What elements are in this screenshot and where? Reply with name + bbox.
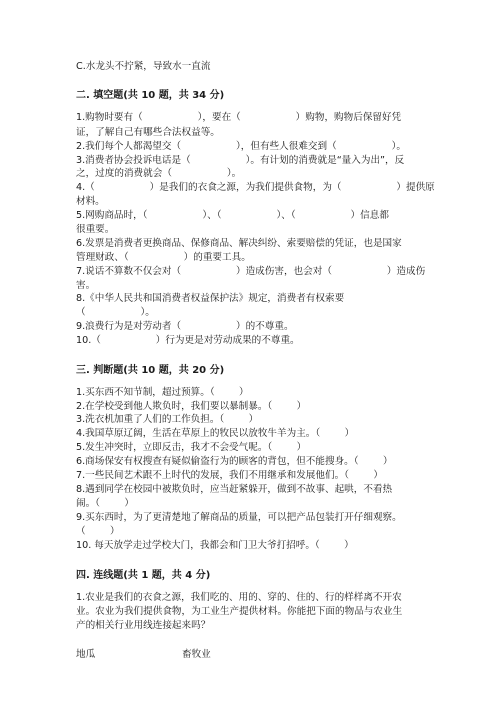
fill-blank-line: （ ）。: [76, 307, 155, 318]
true-false-line: 2.在学校受到他人欺负时，我们要以暴制暴。（ ）: [76, 401, 307, 412]
section-3-heading: 三. 判断题(共 10 题，共 20 分): [76, 365, 225, 376]
section-4-heading: 四. 连线题(共 1 题，共 4 分): [76, 570, 211, 581]
true-false-line: 9.买东西时，为了更清楚地了解商品的质量，可以把产品包装打开仔细观察。: [76, 512, 402, 523]
fill-blank-line: 证，了解自己有哪些合法权益等。: [76, 127, 220, 138]
fill-blank-line: 之，过度的消费就会（ ）。: [76, 168, 242, 179]
fill-blank-line: 8.《中华人民共和国消费者权益保护法》规定，消费者有权索要: [76, 293, 345, 304]
fill-blank-line: 很重要。: [76, 224, 115, 235]
true-false-line: （ ）: [76, 526, 120, 537]
true-false-line: 4.我国草原辽阔，生活在草原上的牧民以放牧牛羊为主。（ ）: [76, 428, 355, 439]
fill-blank-line: 害。: [76, 280, 96, 291]
fill-blank-line: 10.（ ）行为更是对劳动成果的不尊重。: [76, 335, 300, 346]
fill-blank-line: 5.网购商品时，（ ）、（ ）、（ ）信息都: [76, 210, 389, 221]
true-false-line: 5.发生冲突时，立即反击，我才不会受气呢。（ ）: [76, 442, 307, 453]
fill-blank-line: 6.发票是消费者更换商品、保修商品、解决纠纷、索要赔偿的凭证，也是国家: [76, 238, 402, 249]
true-false-line: 1.买东西不知节制，超过预算。（ ）: [76, 387, 249, 398]
fill-blank-line: 管理财政、（ ）的重要工具。: [76, 252, 251, 263]
section-2-heading: 二. 填空题(共 10 题，共 34 分): [76, 90, 225, 101]
true-false-line: 3.洗衣机加重了人们的工作负担。（ ）: [76, 414, 259, 425]
true-false-line: 6.商场保安有权搜查有疑似偷盗行为的顾客的背包，但不能搜身。（ ）: [76, 456, 393, 467]
option-c-text: C.水龙头不拧紧，导致水一直流: [76, 61, 211, 72]
match-left-item: 地瓜: [76, 649, 96, 660]
fill-blank-line: 2.我们每个人都渴望交（ ），但有些人很难交到（ ）。: [76, 141, 406, 152]
fill-blank-line: 1.购物时要有（ ），要在（ ）购物，购物后保留好凭: [76, 112, 402, 123]
true-false-line: 7.一些民间艺术跟不上时代的发展，我们不用继承和发展他们。（ ）: [76, 470, 383, 481]
fill-blank-line: 材料。: [76, 196, 105, 207]
fill-blank-line: 4.（ ）是我们的衣食之源，为我们提供食物，为（ ）提供原: [76, 182, 435, 193]
true-false-line: 10. 每天放学走过学校大门，我都会和门卫大爷打招呼。（ ）: [76, 540, 354, 551]
matching-question-line: 1.农业是我们的衣食之源，我们吃的、用的、穿的、住的、行的样样离不开农: [76, 592, 402, 603]
fill-blank-line: 7.说话不算数不仅会对（ ）造成伤害，也会对（ ）造成伤: [76, 266, 426, 277]
matching-question-line: 业。农业为我们提供食物，为工业生产提供材料。你能把下面的物品与农业生: [76, 606, 403, 617]
fill-blank-line: 3.消费者协会投诉电话是（ ）。有计划的消费就是“量入为出”，反: [76, 155, 405, 166]
true-false-line: 8.遇到同学在校园中被欺负时，应当赶紧躲开，做到不故事、起哄，不看热: [76, 484, 393, 495]
fill-blank-line: 9.浪费行为是对劳动者（ ）的不尊重。: [76, 321, 294, 332]
match-right-item: 畜牧业: [182, 649, 211, 660]
matching-question-line: 产的相关行业用线连接起来吗？: [76, 620, 211, 631]
true-false-line: 闹。（ ）: [76, 498, 134, 509]
